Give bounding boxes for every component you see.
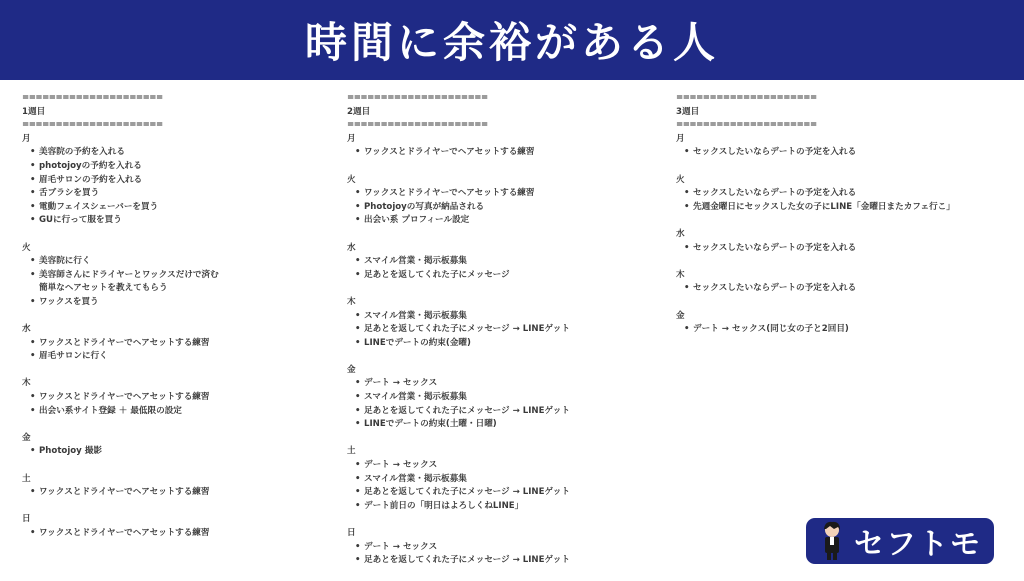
list-item-text: デート → セックス(同じ女の子と2回目) [693,324,849,335]
list-item-text: 舌ブラシを買う [39,188,100,199]
list-item [22,527,322,541]
bullet-icon: • [355,500,361,511]
bullet-icon: • [30,215,36,226]
bullet-icon: • [30,487,36,498]
bullet-icon: • [30,201,36,212]
list-item [676,282,1006,296]
day-block [676,228,1006,255]
list-item-text: 出会い系サイト登録 ＋ 最低限の設定 [39,405,182,416]
bullet-icon: • [355,256,361,267]
list-item [347,310,647,324]
separator-rule: ===================== [347,93,488,103]
bullet-icon: • [355,215,361,226]
list-item [676,242,1006,256]
list-item-text: スマイル営業・掲示板募集 [364,392,467,403]
bullet-icon: • [355,147,361,158]
day-block [676,269,1006,296]
list-item [347,500,647,514]
list-item [22,146,322,160]
list-item [347,554,647,568]
bullet-icon: • [355,337,361,348]
bullet-icon: • [355,541,361,552]
list-item-text: 足あとを返してくれた子にメッセージ → LINEゲット [364,555,570,566]
list-item-text: セックスしたいならデートの予定を入れる [693,283,857,294]
day-label: 土 [347,446,356,457]
bullet-icon: • [355,473,361,484]
day-block [347,133,647,160]
bullet-icon: • [30,392,36,403]
separator-rule: ===================== [676,120,817,131]
day-label: 日 [22,514,31,525]
day-label: 金 [347,364,356,375]
bullet-icon: • [30,174,36,185]
day-block [347,527,647,568]
page-title: 時間に余裕がある人 [304,18,719,67]
bullet-icon: • [30,188,36,199]
list-item [347,541,647,555]
list-item [347,146,647,160]
list-item-text: 美容院の予約を入れる [39,147,125,158]
week-3-column [676,92,1006,350]
list-item-text: ワックスを買う [39,296,99,307]
separator-rule: ===================== [22,93,163,103]
list-item [22,296,322,310]
list-item [347,486,647,500]
day-block [22,432,322,459]
bullet-icon: • [355,487,361,498]
bullet-icon: • [355,378,361,389]
day-label: 金 [676,310,685,321]
list-item-text: 足あとを返してくれた子にメッセージ → LINEゲット [364,487,570,498]
list-item-text-cont: 簡単なヘアセットを教えてもらう [39,283,168,294]
day-label: 水 [22,324,31,335]
list-item-text: ワックスとドライヤーでヘアセットする練習 [364,188,535,199]
day-label: 月 [347,133,356,144]
bullet-icon: • [355,269,361,280]
bullet-icon: • [684,188,690,199]
list-item-text: ワックスとドライヤーでヘアセットする練習 [39,337,210,348]
week-title: 3週目 [676,106,700,117]
bullet-icon: • [684,324,690,335]
bullet-icon: • [355,419,361,430]
day-label: 日 [347,528,356,538]
list-item-text: セックスしたいならデートの予定を入れる [693,242,857,253]
list-item [676,187,1006,201]
day-block [22,473,322,500]
list-item [347,201,647,215]
list-item [22,405,322,419]
bullet-icon: • [355,310,361,321]
bullet-icon: • [30,256,36,267]
day-block [22,133,322,228]
list-item-text: ワックスとドライヤーでヘアセットする練習 [364,147,535,158]
day-label: 木 [347,296,356,307]
list-item [22,350,322,364]
list-item-text: セックスしたいならデートの予定を入れる [693,188,857,199]
list-item-text: デート → セックス [364,541,438,552]
list-item-text: 出会い系 プロフィール設定 [364,215,470,226]
logo-text: セフトモ [854,527,982,562]
day-label: 火 [676,174,685,185]
separator-rule: ===================== [22,120,163,131]
bullet-icon: • [355,201,361,212]
day-label: 土 [22,473,31,484]
page-header [0,0,1024,80]
day-block [347,242,647,283]
day-block [347,174,647,228]
list-item [22,201,322,215]
list-item-text: 先週金曜日にセックスした女の子にLINE「金曜日またカフェ行こ」 [693,201,955,212]
bullet-icon: • [30,147,36,158]
list-item [22,337,322,351]
bullet-icon: • [30,337,36,348]
day-block [347,364,647,432]
list-item-text: 足あとを返してくれた子にメッセージ → LINEゲット [364,324,570,335]
list-item-text: 電動フェイスシェーバーを買う [39,201,159,212]
list-item [347,337,647,351]
day-label: 月 [22,133,31,144]
bullet-icon: • [684,201,690,212]
list-item [347,255,647,269]
list-item-text: セックスしたいならデートの予定を入れる [693,147,857,158]
day-block [22,323,322,364]
bullet-icon: • [355,324,361,335]
day-block [22,377,322,418]
day-block [676,310,1006,337]
list-item [676,323,1006,337]
bullet-icon: • [30,528,36,538]
week-2-column [347,92,647,581]
day-label: 水 [676,228,685,239]
list-item-text: デート → セックス [364,460,438,471]
day-block [22,513,322,540]
day-label: 火 [347,174,356,185]
bullet-icon: • [30,446,36,457]
list-item-text: GUに行って服を買う [39,215,122,226]
bullet-icon: • [30,296,36,307]
bullet-icon: • [355,405,361,416]
list-item [347,214,647,228]
list-item-text: 足あとを返してくれた子にメッセージ → LINEゲット [364,405,570,416]
list-item-text: 眉毛サロンに行く [39,351,108,362]
list-item [347,187,647,201]
list-item-text: スマイル営業・掲示板募集 [364,310,467,321]
bullet-icon: • [684,147,690,158]
week-title: 2週目 [347,106,371,117]
list-item [676,201,1006,215]
list-item-text: 眉毛サロンの予約を入れる [39,174,143,185]
sefutomo-logo [806,518,994,564]
list-item-text: スマイル営業・掲示板募集 [364,473,467,484]
list-item [347,473,647,487]
bullet-icon: • [30,269,36,280]
list-item [347,391,647,405]
day-label: 金 [22,432,31,443]
day-block [676,174,1006,215]
list-item-text: デート前日の「明日はよろしくねLINE」 [364,500,524,511]
list-item [347,405,647,419]
list-item [347,323,647,337]
list-item [22,269,322,296]
separator-rule: ===================== [347,120,488,131]
list-item [22,391,322,405]
day-block [22,242,322,310]
day-label: 木 [22,378,31,389]
bullet-icon: • [684,283,690,294]
list-item-text: LINEでデートの約束(金曜) [364,337,471,348]
list-item [347,418,647,432]
list-item [347,377,647,391]
week-title: 1週目 [22,106,46,117]
day-block [347,296,647,350]
day-label: 火 [22,242,31,253]
list-item [22,214,322,228]
list-item-text: photojoyの予約を入れる [39,160,142,171]
bullet-icon: • [30,405,36,416]
list-item-text: 美容師さんにドライヤーとワックスだけで済む [39,269,219,280]
list-item-text: ワックスとドライヤーでヘアセットする練習 [39,487,210,498]
list-item-text: 美容院に行く [39,256,91,267]
week-1-column [22,92,322,554]
day-label: 木 [676,269,685,280]
day-block [676,133,1006,160]
list-item [347,269,647,283]
character-icon [818,521,846,561]
bullet-icon: • [30,351,36,362]
list-item [22,187,322,201]
bullet-icon: • [355,392,361,403]
list-item-text: ワックスとドライヤーでヘアセットする練習 [39,392,210,403]
list-item [22,174,322,188]
list-item-text: LINEでデートの約束(土曜・日曜) [364,419,497,430]
bullet-icon: • [355,188,361,199]
list-item [22,255,322,269]
list-item [22,160,322,174]
list-item-text: Photojoyの写真が納品される [364,201,485,212]
list-item-text: ワックスとドライヤーでヘアセットする練習 [39,528,210,538]
list-item-text: 足あとを返してくれた子にメッセージ [364,269,510,280]
day-block [347,445,647,513]
list-item-text: デート → セックス [364,378,438,389]
list-item-text: スマイル営業・掲示板募集 [364,256,467,267]
list-item-text: Photojoy 撮影 [39,446,102,457]
list-item [22,445,322,459]
list-item [22,486,322,500]
day-label: 水 [347,242,356,253]
bullet-icon: • [30,160,36,171]
bullet-icon: • [355,460,361,471]
separator-rule: ===================== [676,93,817,103]
day-label: 月 [676,133,685,144]
list-item [347,459,647,473]
bullet-icon: • [684,242,690,253]
list-item [676,146,1006,160]
bullet-icon: • [355,555,361,566]
